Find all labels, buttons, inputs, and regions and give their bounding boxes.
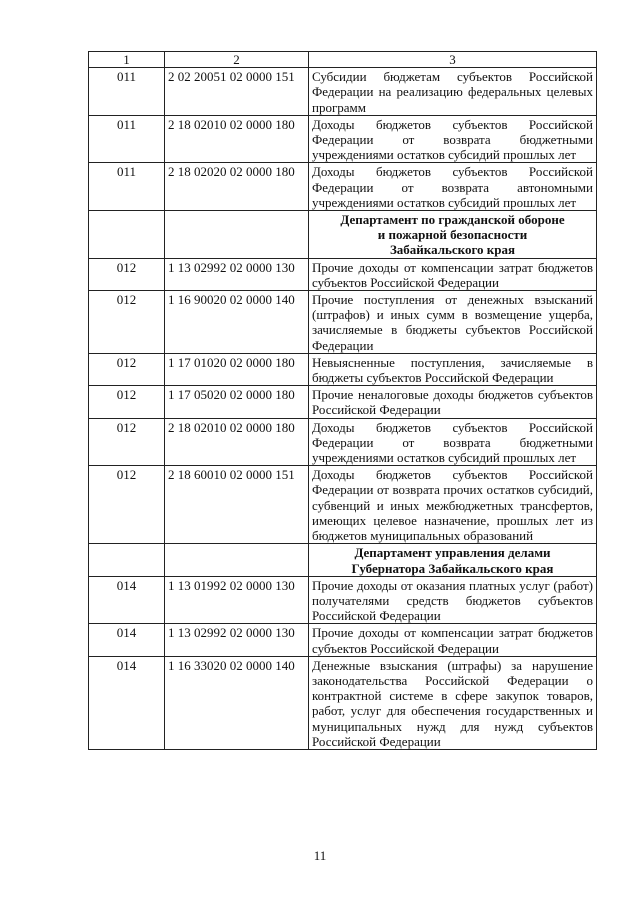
empty-cell (89, 544, 165, 576)
revenue-description-cell: Прочие доходы от компенсации затрат бюджетов субъектов Российской Федерации (309, 624, 597, 656)
table-row (89, 68, 597, 116)
revenue-code-cell: 2 18 60010 02 0000 151 (165, 466, 309, 544)
table-row (89, 576, 597, 624)
revenue-description-cell: Доходы бюджетов субъектов Российской Федерации от возврата автономными учреждениями остатков субсидий прошлых лет (309, 163, 597, 211)
department-title-line: Губернатора Забайкальского края (351, 560, 554, 576)
revenue-code-cell: 2 18 02010 02 0000 180 (165, 418, 309, 466)
revenue-description-cell: Прочие неналоговые доходы бюджетов субъектов Российской Федерации (309, 386, 597, 418)
revenue-description-cell: Прочие поступления от денежных взысканий (штрафов) и иных сумм в возмещение ущерба, зачисляемые в бюджеты субъектов Российской Федерации (309, 291, 597, 354)
admin-code-cell: 012 (89, 386, 165, 418)
department-title (309, 544, 597, 576)
table-body (89, 52, 597, 750)
department-row (89, 211, 597, 259)
table-row (89, 353, 597, 385)
revenue-description-cell: Доходы бюджетов субъектов Российской Федерации от возврата прочих остатков субсидий, субвенций и иных межбюджетных трансфертов, имеющих целевое назначение, прошлых лет из бюджетов муниципальных образований (309, 466, 597, 544)
empty-cell (89, 211, 165, 259)
table-row (89, 291, 597, 354)
revenue-code-cell: 1 17 05020 02 0000 180 (165, 386, 309, 418)
revenue-code-cell: 1 13 02992 02 0000 130 (165, 258, 309, 290)
revenue-description-cell: Субсидии бюджетам субъектов Российской Федерации на реализацию федеральных целевых программ (309, 68, 597, 116)
department-title (309, 211, 597, 259)
revenue-code-cell: 1 13 02992 02 0000 130 (165, 624, 309, 656)
admin-code-cell: 012 (89, 418, 165, 466)
department-title-line: и пожарной безопасности (377, 227, 528, 243)
empty-cell (165, 544, 309, 576)
revenue-description-cell: Прочие доходы от оказания платных услуг (работ) получателями средств бюджетов субъектов Российской Федерации (309, 576, 597, 624)
revenue-code-cell: 1 16 90020 02 0000 140 (165, 291, 309, 354)
revenue-code-cell: 2 18 02010 02 0000 180 (165, 115, 309, 163)
revenue-code-cell: 2 02 20051 02 0000 151 (165, 68, 309, 116)
revenue-description-cell: Денежные взыскания (штрафы) за нарушение законодательства Российской Федерации о контрактной системе в сфере закупок товаров, работ, услуг для обеспечения государственных и муниципальных нужд для нужд субъектов Российской Федерации (309, 656, 597, 749)
table-row (89, 466, 597, 544)
admin-code-cell: 014 (89, 576, 165, 624)
department-title-line: Департамент управления делами (354, 545, 551, 561)
revenue-codes-table (88, 51, 597, 750)
revenue-description-cell: Доходы бюджетов субъектов Российской Федерации от возврата бюджетными учреждениями остатков субсидий прошлых лет (309, 115, 597, 163)
revenue-code-cell: 1 16 33020 02 0000 140 (165, 656, 309, 749)
header-col-3: 3 (309, 52, 597, 68)
page-number: 11 (313, 848, 327, 863)
table-row (89, 115, 597, 163)
department-row (89, 544, 597, 576)
admin-code-cell: 012 (89, 291, 165, 354)
table-row (89, 656, 597, 749)
table-row (89, 258, 597, 290)
header-col-1: 1 (89, 52, 165, 68)
revenue-code-cell: 1 17 01020 02 0000 180 (165, 353, 309, 385)
table-row (89, 418, 597, 466)
table-row (89, 386, 597, 418)
table-row (89, 163, 597, 211)
admin-code-cell: 011 (89, 115, 165, 163)
admin-code-cell: 011 (89, 68, 165, 116)
table-header-row (89, 52, 597, 68)
admin-code-cell: 012 (89, 353, 165, 385)
revenue-code-cell: 2 18 02020 02 0000 180 (165, 163, 309, 211)
revenue-description-cell: Доходы бюджетов субъектов Российской Федерации от возврата бюджетными учреждениями остатков субсидий прошлых лет (309, 418, 597, 466)
empty-cell (165, 211, 309, 259)
revenue-description-cell: Невыясненные поступления, зачисляемые в бюджеты субъектов Российской Федерации (309, 353, 597, 385)
header-col-2: 2 (165, 52, 309, 68)
department-title-line: Забайкальского края (389, 242, 516, 258)
admin-code-cell: 014 (89, 624, 165, 656)
department-title-line: Департамент по гражданской обороне (340, 212, 565, 228)
table-row (89, 624, 597, 656)
revenue-description-cell: Прочие доходы от компенсации затрат бюджетов субъектов Российской Федерации (309, 258, 597, 290)
admin-code-cell: 012 (89, 258, 165, 290)
admin-code-cell: 012 (89, 466, 165, 544)
admin-code-cell: 014 (89, 656, 165, 749)
admin-code-cell: 011 (89, 163, 165, 211)
revenue-code-cell: 1 13 01992 02 0000 130 (165, 576, 309, 624)
